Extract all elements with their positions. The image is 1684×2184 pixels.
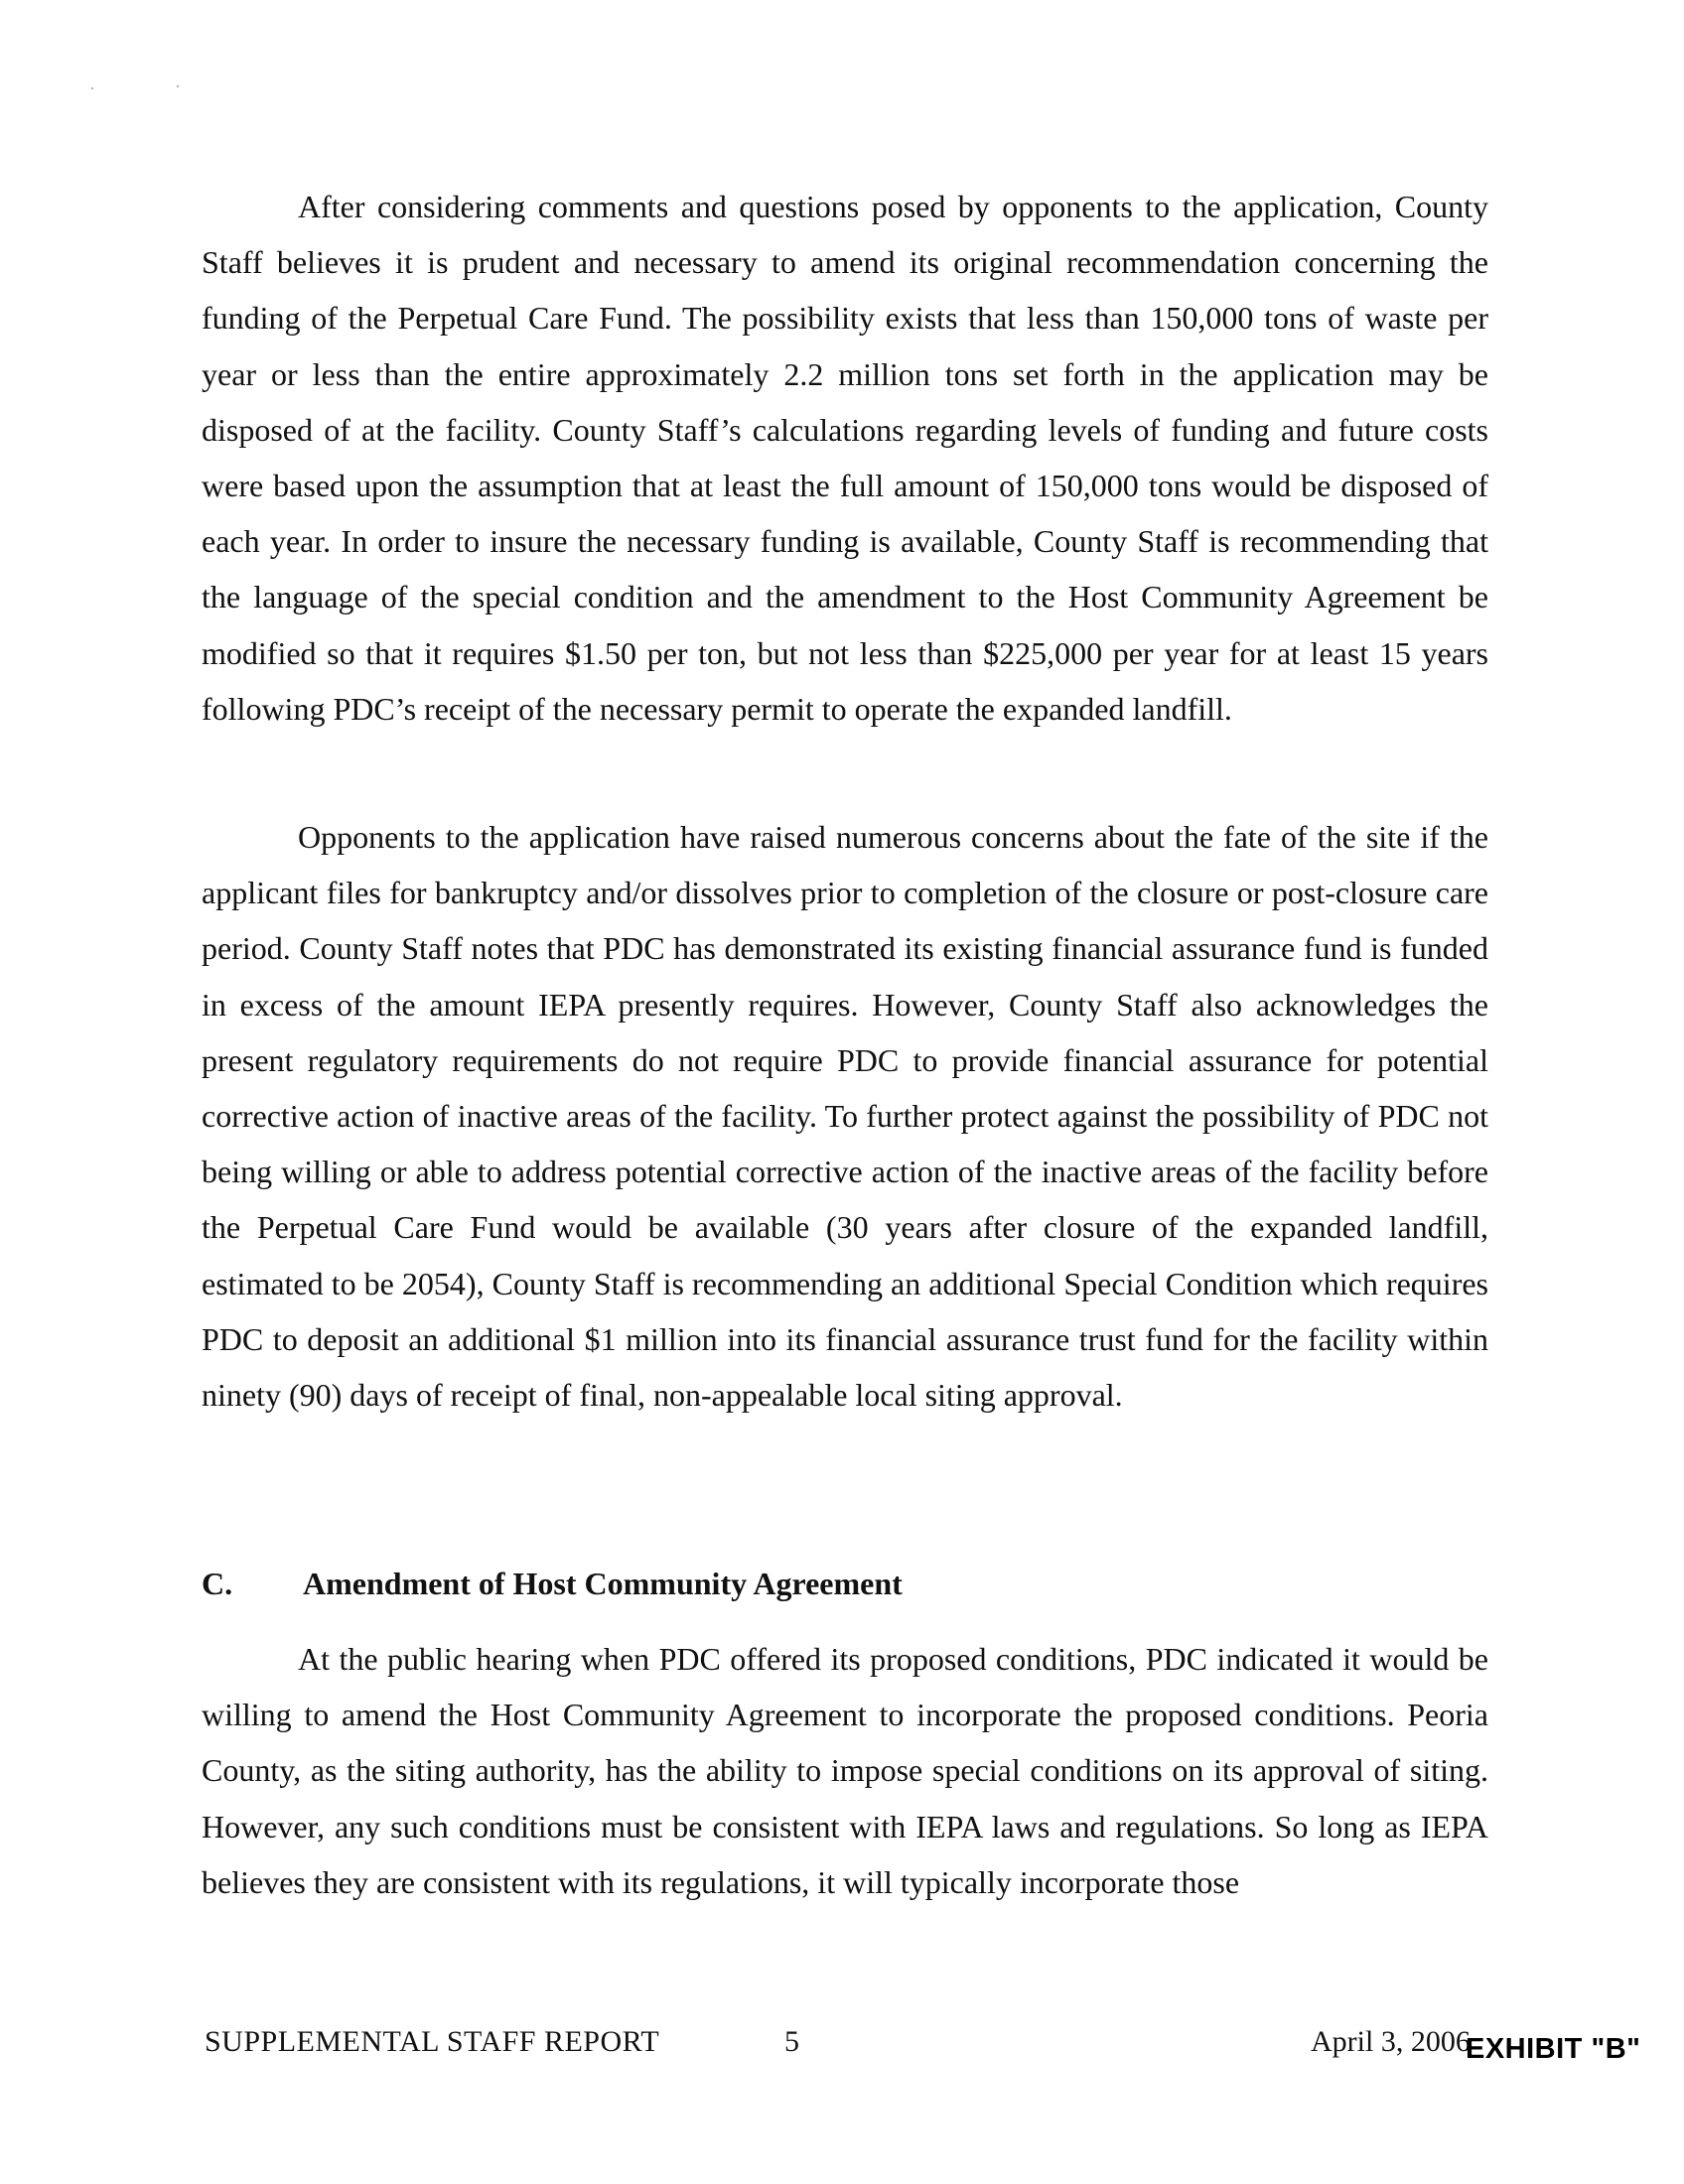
body-paragraph-host-agreement: At the public hearing when PDC offered its proposed conditions, PDC indicated it would be willing to amend the Host Community Agreement to incorporate the proposed conditions. Peoria County, as the siting authority, has the ability to impose special conditions on its approval of siting. However, any such conditions must be consistent with IEPA laws and regulations. So long as IEPA believes they are consistent with its regulations, it will typically incorporate those [202,1641,1488,1900]
exhibit-stamp: EXHIBIT "B" [1466,2033,1641,2065]
body-paragraph-perpetual-care-fund: After considering comments and questions posed by opponents to the application, County Staff believes it is prudent and necessary to amend its original recommendation concerning the funding of the Perpetual Care Fund. The possibility exists that less than 150,000 tons of waste per year or less than the entire approximately 2.2 million tons set forth in the application may be disposed of at the facility. County Staff’s calculations regarding levels of funding and future costs were based upon the assumption that at least the full amount of 150,000 tons would be disposed of each year. In order to insure the necessary funding is available, County Staff is recommending that the language of the special condition and the amendment to the Host Community Agreement be modified so that it requires $1.50 per ton, but not less than $225,000 per year for at least 15 years following PDC’s receipt of the necessary permit to operate the expanded landfill. [202,189,1488,727]
footer-page-number: 5 [784,2025,799,2058]
section-title: Amendment of Host Community Agreement [303,1566,903,1601]
scan-speck [91,87,93,89]
section-letter: C. [202,1566,233,1601]
footer-date: April 3, 2006 [1311,2025,1471,2058]
footer-report-title: SUPPLEMENTAL STAFF REPORT [205,2025,660,2058]
section-heading [202,1564,903,1603]
scan-speck [177,85,179,87]
body-paragraph-financial-assurance: Opponents to the application have raised numerous concerns about the fate of the site if the applicant files for bankruptcy and/or dissolves prior to completion of the closure or post-closure care period. County Staff notes that PDC has demonstrated its existing financial assurance fund is funded in excess of the amount IEPA presently requires. However, County Staff also acknowledges the present regulatory requirements do not require PDC to provide financial assurance for potential corrective action of inactive areas of the facility. To further protect against the possibility of PDC not being willing or able to address potential corrective action of the inactive areas of the facility before the Perpetual Care Fund would be available (30 years after closure of the expanded landfill, estimated to be 2054), County Staff is recommending an additional Special Condition which requires PDC to deposit an additional $1 million into its financial assurance trust fund for the facility within ninety (90) days of receipt of final, non-appealable local siting approval. [202,819,1488,1414]
